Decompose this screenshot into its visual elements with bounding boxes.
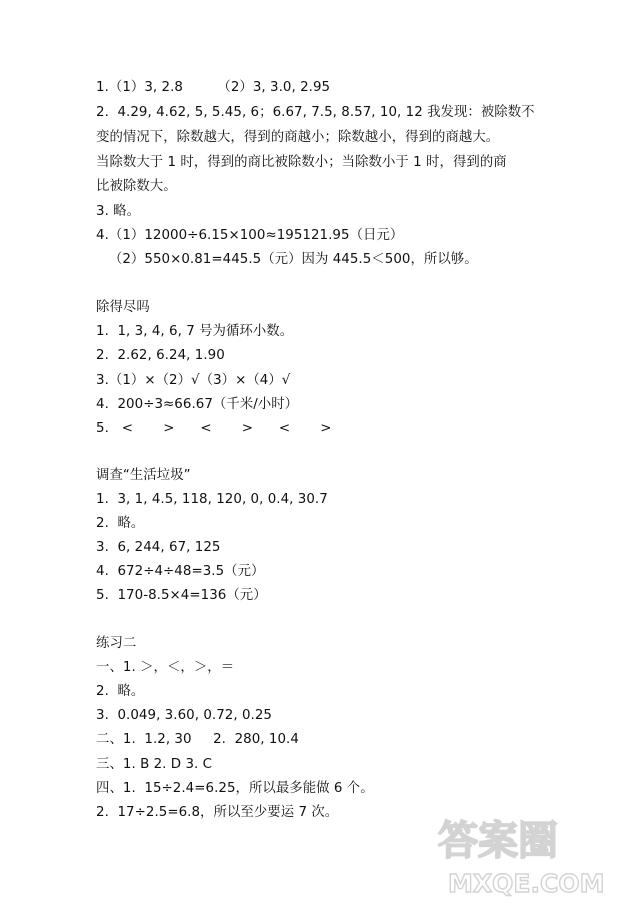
answer-line-13: 5. < > < > < >	[96, 421, 332, 436]
section-title-exercise-2: 练习二	[96, 636, 137, 651]
section-title-survey: 调查“生活垃圾”	[96, 468, 191, 483]
answer-line-24: 四、1. 15÷2.4=6.25，所以最多能做 6 个。	[96, 781, 374, 796]
answer-line-16: 3. 6, 244, 67, 125	[96, 540, 221, 555]
section-title-chudejin: 除得尽吗	[96, 300, 150, 315]
answer-line-25: 2. 17÷2.5=6.8，所以至少要运 7 次。	[96, 805, 339, 820]
answer-line-23: 三、1. B 2. D 3. C	[96, 757, 213, 772]
answer-line-2: 2. 4.29, 4.62, 5, 5.45, 6；6.67, 7.5, 8.57, 10, 12 我发现：被除数不	[96, 105, 535, 120]
answer-line-21: 3. 0.049, 3.60, 0.72, 0.25	[96, 708, 272, 723]
answer-line-6: 3. 略。	[96, 204, 141, 219]
watermark-logo	[430, 808, 635, 900]
answer-line-10: 2. 2.62, 6.24, 1.90	[96, 348, 225, 363]
answer-line-19: 一、1. ＞，＜，＞，＝	[96, 660, 235, 675]
answer-line-20: 2. 略。	[96, 684, 145, 699]
answer-line-3: 变的情况下，除数越大，得到的商越小；除数越小，得到的商越大。	[96, 130, 500, 145]
watermark-url: MXQE.COM	[448, 869, 605, 898]
answer-line-18: 5. 170-8.5×4=136（元）	[96, 588, 267, 603]
answer-line-22: 二、1. 1.2, 30 2. 280, 10.4	[96, 732, 299, 747]
answer-line-15: 2. 略。	[96, 516, 145, 531]
answer-line-1: 1.（1）3, 2.8 （2）3, 3.0, 2.95	[96, 80, 331, 95]
answer-line-17: 4. 672÷4÷48=3.5（元）	[96, 564, 265, 579]
answer-line-9: 1. 1, 3, 4, 6, 7 号为循环小数。	[96, 324, 294, 339]
answer-line-11: 3.（1）×（2）√（3）×（4）√	[96, 373, 291, 388]
answer-line-12: 4. 200÷3≈66.67（千米/小时）	[96, 397, 299, 412]
answer-line-14: 1. 3, 1, 4.5, 118, 120, 0, 0.4, 30.7	[96, 492, 328, 507]
answer-line-5: 比被除数大。	[96, 179, 177, 194]
answer-line-7: 4.（1）12000÷6.15×100≈195121.95（日元）	[96, 228, 404, 243]
answer-line-8: （2）550×0.81=445.5（元）因为 445.5＜500，所以够。	[96, 252, 478, 267]
watermark-chinese: 答案圈	[438, 818, 558, 864]
answer-line-4: 当除数大于 1 时，得到的商比被除数小；当除数小于 1 时，得到的商	[96, 155, 507, 170]
